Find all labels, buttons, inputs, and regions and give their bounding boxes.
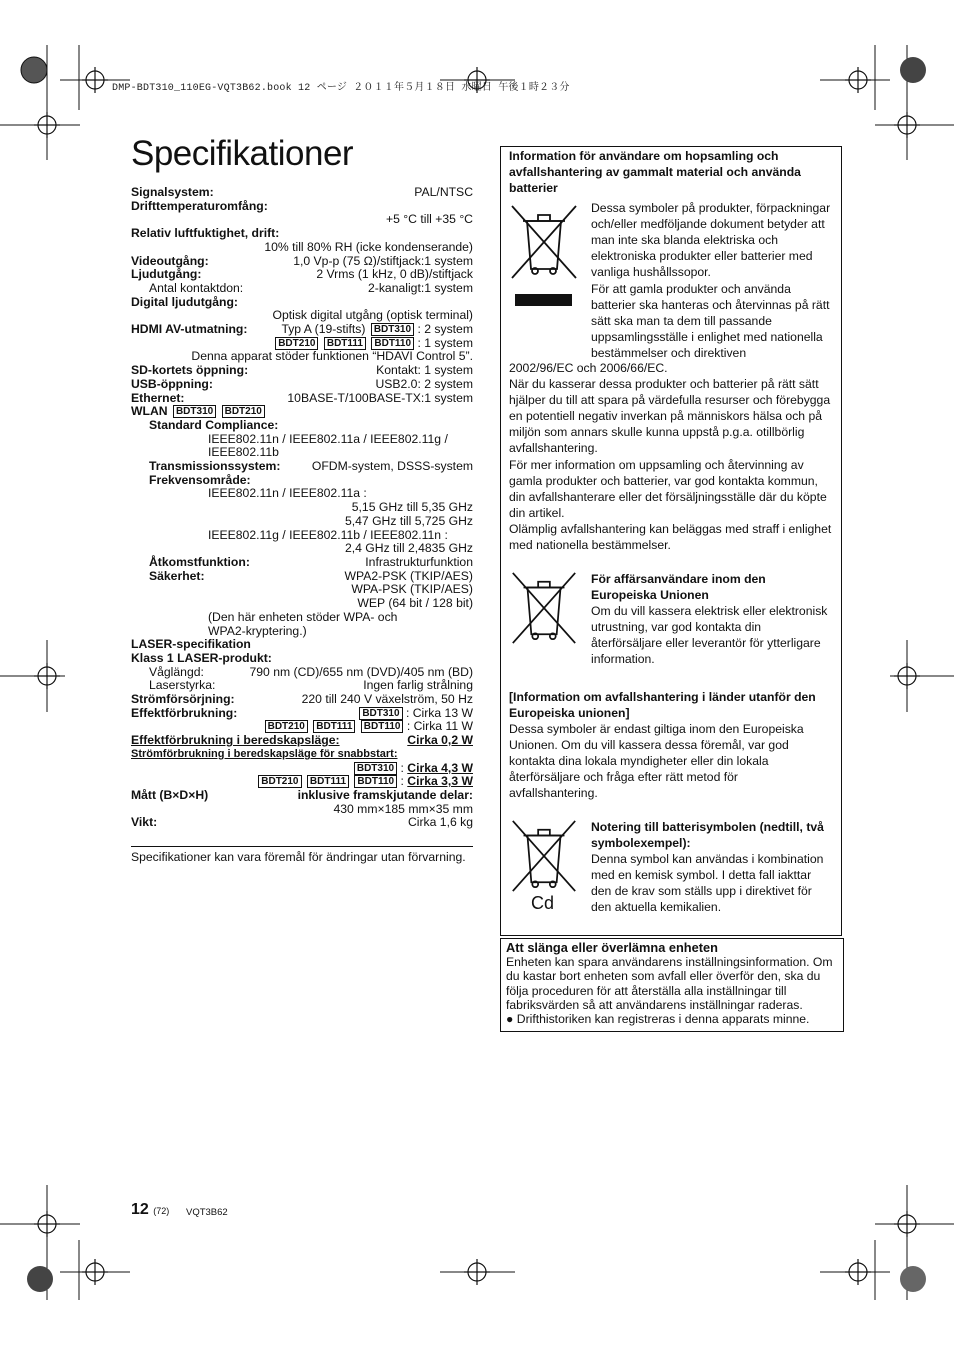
model-tag: BDT210 — [222, 405, 265, 418]
spec-consumption: Effektförbrukning: BDT310 : Cirka 13 W — [131, 705, 473, 720]
handover-text: Enheten kan spara användarens inställningsinformation. Om du kastar bort enheten som avfall eller överför den, ska du följa proceduren för att återställa alla inställningar till fabriksvärden så att användarens inställningar raderas. — [506, 955, 833, 1012]
bullet-icon: ● — [506, 1012, 514, 1027]
battery-text: Denna symbol kan användas i kombination med en kemisk symbol. I detta fall iakttar den de krav som ställs upp i direktivet för den aktuella kemikalien. — [591, 852, 824, 915]
spec-quick-310: BDT310 : Cirka 4,3 W — [131, 762, 473, 776]
crossed-bin-icon — [509, 570, 579, 646]
specifications-list — [131, 186, 473, 830]
page-number: 12 (72) — [131, 1201, 170, 1218]
model-tag: BDT310 — [173, 405, 216, 418]
spec-video: Videoutgång: 1,0 Vp-p (75 Ω)/stiftjack:1 system — [131, 253, 473, 268]
disposal-heading: Information för användare om hopsamling och avfallshantering av gammalt material och använda batterier — [509, 149, 801, 196]
spec-hdmi-others: BDT210 BDT111 BDT110 : 1 system — [131, 337, 473, 351]
spec-humidity-value: 10% till 80% RH (icke kondenserande) — [264, 239, 473, 254]
outside-eu-heading: [Information om avfallshantering i länder utanför den Europeiska unionen] — [509, 690, 816, 721]
spec-std-value: IEEE802.11b — [208, 445, 279, 460]
file-header: DMP-BDT310_110EG-VQT3B62.book 12 ページ ２０１１年５月１８日 水曜日 午後１時２３分 — [112, 83, 570, 94]
spec-digital-label: Digital ljudutgång: — [131, 294, 238, 309]
model-tag: BDT210 — [275, 337, 318, 350]
spec-temp-value: +5 °C till +35 °C — [386, 212, 473, 227]
model-tag: BDT310 — [354, 762, 397, 775]
model-tag: BDT310 — [359, 707, 402, 720]
model-tag: BDT110 — [354, 775, 397, 788]
spec-freq-g: IEEE802.11g / IEEE802.11b / IEEE802.11n : — [208, 527, 448, 542]
battery-heading: Notering till batterisymbolen (nedtill, två symbolexempel): — [591, 820, 824, 851]
model-tag: BDT111 — [307, 775, 349, 788]
model-tag: BDT210 — [265, 720, 308, 733]
spec-access: Åtkomstfunktion: Infrastrukturfunktion — [149, 554, 473, 569]
crossed-bin-icon — [509, 203, 579, 281]
spec-security-2: WPA-PSK (TKIP/AES) — [351, 582, 473, 597]
spec-standby: Effektförbrukning i beredskapsläge: Cirka 0,2 W — [131, 733, 473, 748]
spec-signal: Signalsystem: PAL/NTSC — [131, 185, 473, 199]
spec-std-value: IEEE802.11n / IEEE802.11a / IEEE802.11g / — [208, 431, 448, 446]
document-code: VQT3B62 — [186, 1207, 228, 1218]
spec-wlan: WLAN BDT310 BDT210 — [131, 405, 473, 419]
spec-dimensions: Mått (B×D×H) inklusive framskjutande delar: — [131, 787, 473, 802]
crossed-bin-icon — [509, 818, 579, 894]
spec-laser-class: Klass 1 LASER-produkt: — [131, 650, 272, 665]
page-title: Specifikationer — [131, 134, 354, 173]
model-tag: BDT111 — [313, 720, 355, 733]
business-text: Om du vill kassera elektrisk eller elektronisk utrustning, var god kontakta din återförsäljare eller leverantör för ytterligare information. — [591, 604, 828, 667]
spec-temp-label: Drifttemperaturomfång: — [131, 198, 268, 213]
model-tag: BDT310 — [371, 323, 414, 336]
spec-quick-label: Strömförbrukning i beredskapsläge för snabbstart: — [131, 747, 398, 760]
disposal-text-2: När du kasserar dessa produkter och batterier på rätt sätt hjälper du till att spara på värdefulla resurser och förebygga en potentiell negativ inverkan på människors hälsa och på miljön som annars skulle kunna uppstå p.g.a. otillbörlig avfallshantering. — [509, 377, 831, 456]
spec-laser-label: LASER-specifikation — [131, 637, 251, 652]
spec-trans: Transmissionssystem: OFDM-system, DSSS-system — [149, 459, 473, 474]
business-heading: För affärsanvändare inom den Europeiska Unionen — [591, 572, 766, 603]
spec-quick-others: BDT210 BDT111 BDT110 : Cirka 3,3 W — [131, 775, 473, 789]
solid-bar-icon — [515, 294, 572, 306]
spec-freq-label: Frekvensområde: — [149, 472, 251, 487]
handover-bullet-item: ● Drifthistoriken kan registreras i denna apparats minne. — [506, 1012, 810, 1027]
handover-box — [500, 938, 844, 1032]
disposal-text-4: Olämplig avfallshantering kan beläggas med straff i enlighet med nationella bestämmelser. — [509, 522, 832, 553]
spec-freq-a2: 5,47 GHz till 5,725 GHz — [344, 513, 473, 528]
spec-humidity-label: Relativ luftfuktighet, drift: — [131, 226, 280, 241]
spec-sd: SD-kortets öppning: Kontakt: 1 system — [131, 363, 473, 378]
spec-audio: Ljudutgång: 2 Vrms (1 kHz, 0 dB)/stiftjack — [131, 267, 473, 282]
spec-wavelength: Våglängd: 790 nm (CD)/655 nm (DVD)/405 nm (BD) — [149, 664, 473, 679]
spec-digital-value: Optisk digital utgång (optisk terminal) — [272, 308, 473, 323]
chemical-symbol: Cd — [531, 893, 555, 913]
spec-security-note: WPA2-kryptering.) — [208, 623, 307, 638]
model-tag: BDT110 — [361, 720, 404, 733]
spec-freq-a1: 5,15 GHz till 5,35 GHz — [351, 500, 473, 515]
spec-security-3: WEP (64 bit / 128 bit) — [357, 596, 473, 611]
spec-power: Strömförsörjning: 220 till 240 V växelström, 50 Hz — [131, 692, 473, 707]
model-tag: BDT110 — [371, 337, 414, 350]
spec-security-note: (Den här enheten stöder WPA- och — [208, 609, 398, 624]
disposal-text-3: För mer information om uppsamling och återvinning av gamla produkter och batterier, var god kontakta kommun, din avfallshanterare eller det försäljningsställe där du köpte din artikel. — [509, 458, 827, 521]
spec-std-label: Standard Compliance: — [149, 417, 279, 432]
spec-security: Säkerhet: WPA2-PSK (TKIP/AES) — [149, 568, 473, 583]
spec-freq-a: IEEE802.11n / IEEE802.11a : — [208, 486, 367, 501]
spec-hdmi: HDMI AV-utmatning: Typ A (19-stifts) BDT310 : 2 system — [131, 322, 473, 337]
spec-freq-g1: 2,4 GHz till 2,4835 GHz — [344, 541, 473, 556]
spec-dimensions-value: 430 mm×185 mm×35 mm — [333, 801, 473, 816]
model-tag: BDT210 — [258, 775, 301, 788]
disposal-text-1b: För att gamla produkter och använda batterier ska hanteras och återvinnas på rätt sätt ska man ta dem till passande uppsamlingsställe i enlighet med nationella bestämmelser och direktiven — [591, 282, 830, 361]
model-tag: BDT111 — [324, 337, 366, 350]
handover-heading: Att slänga eller överlämna enheten — [506, 940, 718, 955]
spec-footnote: Specifikationer kan vara föremål för ändringar utan förvarning. — [131, 846, 473, 866]
disposal-text-1c: 2002/96/EC och 2006/66/EC. — [509, 361, 668, 375]
spec-contacts: Antal kontaktdon: 2-kanaligt:1 system — [149, 280, 473, 295]
spec-usb: USB-öppning: USB2.0: 2 system — [131, 376, 473, 391]
spec-laser-strength: Laserstyrka: Ingen farlig strålning — [149, 678, 473, 693]
spec-weight: Vikt: Cirka 1,6 kg — [131, 815, 473, 830]
spec-ethernet: Ethernet: 10BASE-T/100BASE-TX:1 system — [131, 390, 473, 405]
disposal-text-1a: Dessa symboler på produkter, förpackningar och/eller medföljande dokument betyder att man inte ska blanda elektriska och elektroniska produkter eller batterier med vanliga hushållssopor. — [591, 201, 831, 280]
spec-consumption-others: BDT210 BDT111 BDT110 : Cirka 11 W — [131, 720, 473, 734]
outside-eu-text: Dessa symboler är endast giltiga inom den Europeiska Unionen. Om du vill kassera dessa föremål, var god kontakta dina lokala myndigheter eller din lokala återförsäljare och fråga efter rätt metod för avfallshantering. — [509, 722, 804, 801]
spec-hdmi-note: Denna apparat stöder funktionen “HDAVI Control 5”. — [191, 349, 473, 364]
